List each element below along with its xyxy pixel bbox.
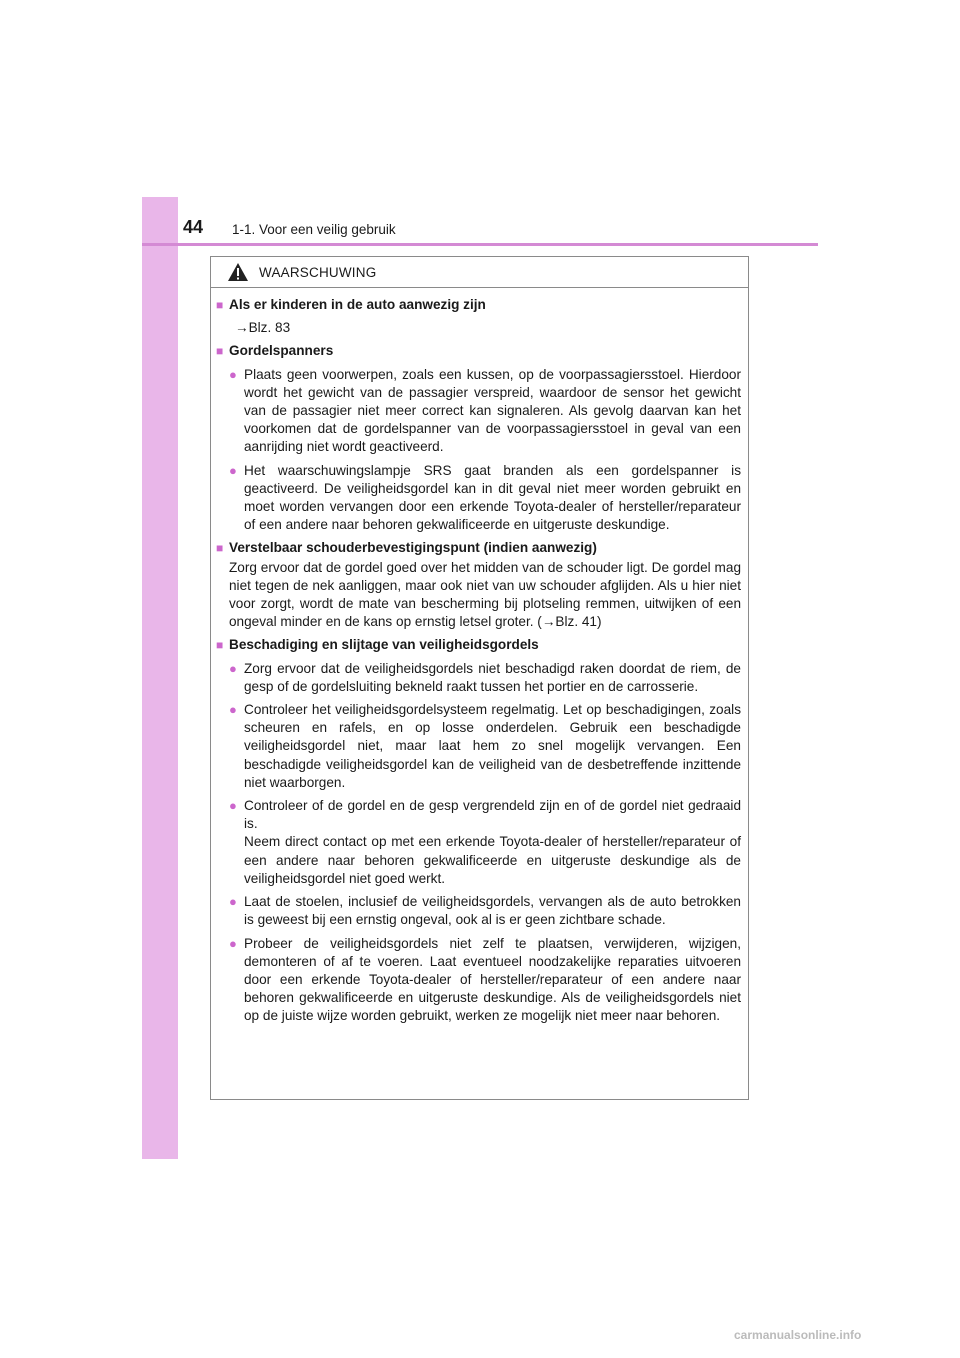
circle-bullet-icon: ●	[229, 660, 237, 676]
square-bullet-icon: ■	[216, 344, 224, 359]
circle-bullet-icon: ●	[229, 702, 237, 718]
circle-bullet-icon: ●	[229, 894, 237, 910]
bullet-item: ● Het waarschuwingslampje SRS gaat branden als een gordelspanner is geactiveerd. De veiligheidsgordel kan in dit geval niet meer worden gebruikt en moet worden vervangen door een erkende Toyota-dealer of hersteller/reparateur of een andere naar behoren gekwalificeerde en uitgeruste deskundige.	[229, 462, 741, 535]
bullet-item: ● Controleer het veiligheidsgordelsysteem regelmatig. Let op beschadigingen, zoals scheuren en rafels, en op losse onderdelen. Gebruik een beschadigde veiligheidsgordel niet, maar laat hem zo snel mogelijk vervangen. Een beschadigde veiligheidsgordel kan de veiligheid van de desbetreffende inzittende niet waarborgen.	[229, 701, 741, 792]
section-heading: ■ Gordelspanners	[216, 342, 741, 360]
sidebar-tab	[142, 197, 178, 1159]
bullet-item: ● Laat de stoelen, inclusief de veiligheidsgordels, vervangen als de auto betrokken is geweest bij een ernstig ongeval, ook al is er geen zichtbare schade.	[229, 893, 741, 929]
bullet-item: ● Plaats geen voorwerpen, zoals een kussen, op de voorpassagiersstoel. Hierdoor wordt het gewicht van de passagier verspreid, waardoor de sensor het gewicht van de passagier niet meer correct kan signaleren. Als gevolg daarvan kan het voorkomen dat de gordelspanner van de voorpassagiersstoel in geval van een aanrijding niet wordt geactiveerd.	[229, 366, 741, 457]
square-bullet-icon: ■	[216, 638, 224, 653]
bullet-item: ● Probeer de veiligheidsgordels niet zelf te plaatsen, verwijderen, wijzigen, demonteren of af te voeren. Laat eventueel noodzakelijke reparaties uitvoeren door een erkende Toyota-dealer of hersteller/reparateur of een andere naar behoren gekwalificeerde en uitgeruste deskundige. Als de veiligheidsgordels niet op de juiste wijze worden gebruikt, werken ze mogelijk niet meer naar behoren.	[229, 935, 741, 1026]
warning-box	[210, 256, 749, 1100]
warning-content	[211, 288, 748, 1026]
circle-bullet-icon: ●	[229, 462, 237, 478]
section-heading: ■ Beschadiging en slijtage van veiligheidsgordels	[216, 636, 741, 654]
watermark: carmanualsonline.info	[734, 1328, 862, 1342]
square-bullet-icon: ■	[216, 298, 224, 312]
page-reference: →Blz. 83	[235, 320, 291, 336]
section-heading: ■ Als er kinderen in de auto aanwezig zijn	[216, 296, 741, 314]
bullet-item: ● Controleer of de gordel en de gesp vergrendeld zijn en of de gordel niet gedraaid is. Neem direct contact op met een erkende Toyota-dealer of hersteller/reparateur of een andere naar behoren gekwalificeerde en uitgeruste deskundige als de veiligheidsgordel niet goed werkt.	[229, 797, 741, 888]
bullet-item: ● Zorg ervoor dat de veiligheidsgordels niet beschadigd raken doordat de riem, de gesp of de gordelsluiting bekneld raakt tussen het portier en de carrosserie.	[229, 660, 741, 696]
circle-bullet-icon: ●	[229, 366, 237, 382]
section-title: 1-1. Voor een veilig gebruik	[232, 222, 396, 237]
circle-bullet-icon: ●	[229, 935, 237, 951]
paragraph: Zorg ervoor dat de gordel goed over het midden van de schouder ligt. De gordel mag niet tegen de nek aanliggen, maar ook niet van uw schouder afglijden. Als u hier niet voor zorgt, wordt de mate van bescherming bij plotseling remmen, uitwijken of een ongeval minder en de kans op ernstig letsel groter. (→Blz. 41)	[229, 559, 741, 630]
warning-title: WAARSCHUWING	[259, 264, 377, 280]
header-divider	[142, 243, 818, 246]
square-bullet-icon: ■	[216, 541, 224, 556]
warning-triangle-icon	[227, 262, 249, 282]
section-heading: ■ Verstelbaar schouderbevestigingspunt (indien aanwezig)	[216, 539, 741, 557]
page-number: 44	[183, 217, 204, 237]
circle-bullet-icon: ●	[229, 798, 237, 814]
warning-header	[211, 257, 748, 288]
